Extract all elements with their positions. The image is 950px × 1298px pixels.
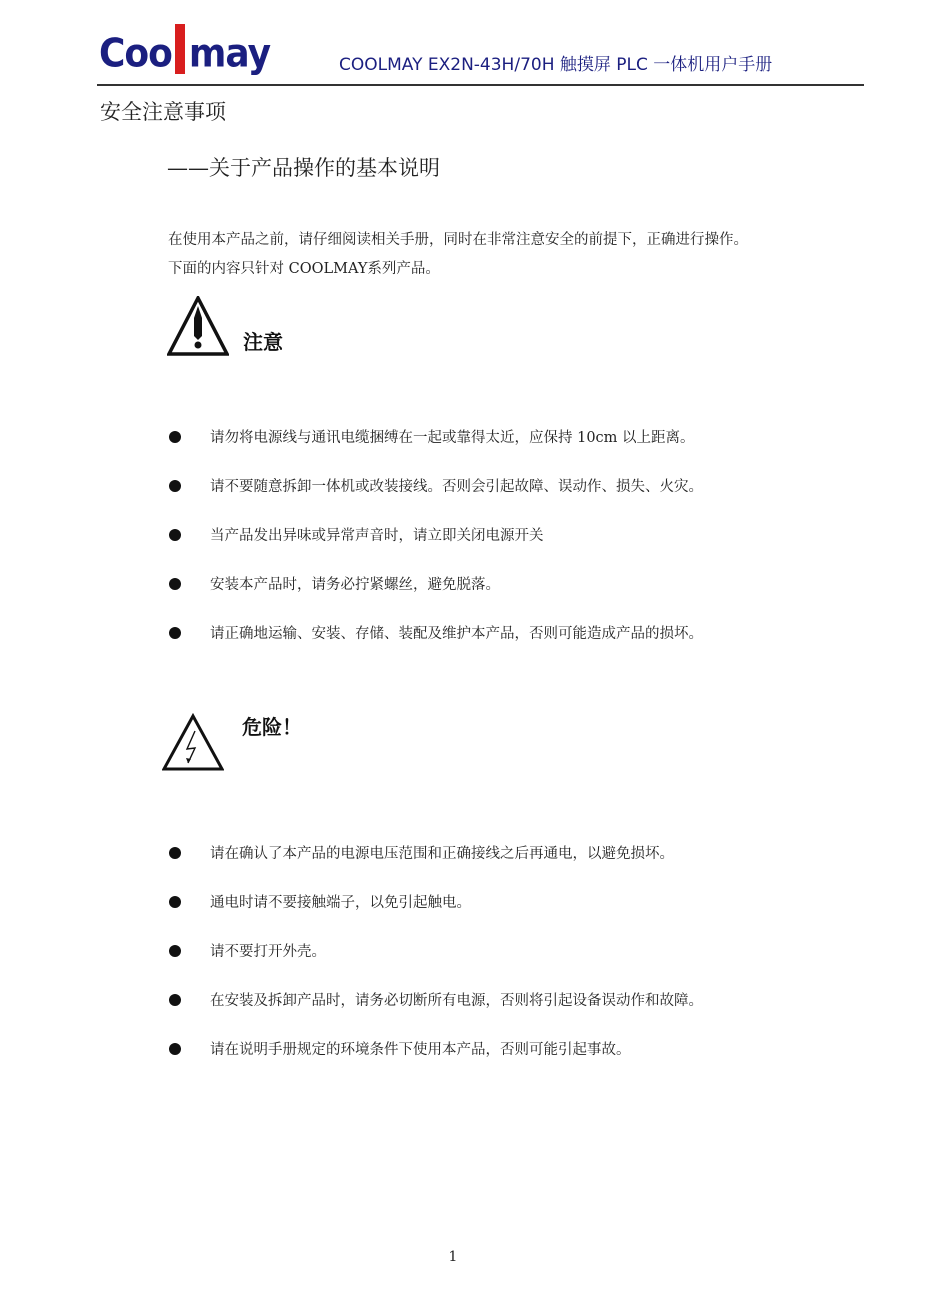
notes-list <box>169 412 703 657</box>
list-item <box>169 975 703 1024</box>
header-rule <box>97 84 864 86</box>
bullet-icon <box>169 847 181 859</box>
list-item <box>169 461 703 510</box>
header-title: COOLMAY EX2N-43H/70H 触摸屏 PLC 一体机用户手册 <box>339 55 773 75</box>
danger-list <box>169 828 703 1073</box>
list-item-text: 安装本产品时，请务必拧紧螺丝，避免脱落。 <box>210 577 500 593</box>
list-item <box>169 1024 703 1073</box>
list-item-text: 在安装及拆卸产品时，请务必切断所有电源，否则将引起设备误动作和故障。 <box>210 993 703 1009</box>
bullet-icon <box>169 578 181 590</box>
bullet-icon <box>169 994 181 1006</box>
list-item-text: 请不要打开外壳。 <box>210 944 326 960</box>
intro-line-2: 下面的内容只针对 COOLMAY系列产品。 <box>168 261 440 277</box>
section-title: 安全注意事项 <box>100 100 226 124</box>
list-item <box>169 926 703 975</box>
bullet-icon <box>169 431 181 443</box>
bullet-icon <box>169 480 181 492</box>
list-item <box>169 877 703 926</box>
list-item-text: 请不要随意拆卸一体机或改装接线。否则会引起故障、误动作、损失、火灾。 <box>210 479 703 495</box>
bullet-icon <box>169 896 181 908</box>
list-item-text: 请在说明手册规定的环境条件下使用本产品，否则可能引起事故。 <box>210 1042 631 1058</box>
coolmay-logo <box>99 22 271 77</box>
list-item-text: 当产品发出异味或异常声音时，请立即关闭电源开关 <box>210 528 544 544</box>
list-item-text: 通电时请不要接触端子，以免引起触电。 <box>210 895 471 911</box>
subtitle: ——关于产品操作的基本说明 <box>167 156 440 180</box>
logo-text-right: may <box>188 31 271 77</box>
bullet-icon <box>169 945 181 957</box>
page-number: 1 <box>448 1249 458 1265</box>
bullet-icon <box>169 1043 181 1055</box>
bullet-icon <box>169 529 181 541</box>
list-item <box>169 559 703 608</box>
list-item-text: 请正确地运输、安装、存储、装配及维护本产品，否则可能造成产品的损坏。 <box>210 626 703 642</box>
notes-label: 注意 <box>243 330 283 354</box>
intro-paragraph <box>168 226 748 284</box>
list-item <box>169 828 703 877</box>
list-item <box>169 608 703 657</box>
bullet-icon <box>169 627 181 639</box>
list-item <box>169 510 703 559</box>
list-item-text: 请在确认了本产品的电源电压范围和正确接线之后再通电，以避免损坏。 <box>210 846 674 862</box>
list-item-text: 请勿将电源线与通讯电缆捆缚在一起或靠得太近，应保持 10cm 以上距离。 <box>210 430 695 446</box>
intro-line-1: 在使用本产品之前，请仔细阅读相关手册，同时在非常注意安全的前提下，正确进行操作。 <box>168 232 748 248</box>
list-item <box>169 412 703 461</box>
exclamation-warning-icon <box>167 296 229 356</box>
logo-red-bar <box>175 24 185 74</box>
electric-shock-warning-icon <box>162 713 224 771</box>
danger-label: 危险！ <box>242 715 302 739</box>
logo-text-left: Coo <box>99 31 172 77</box>
